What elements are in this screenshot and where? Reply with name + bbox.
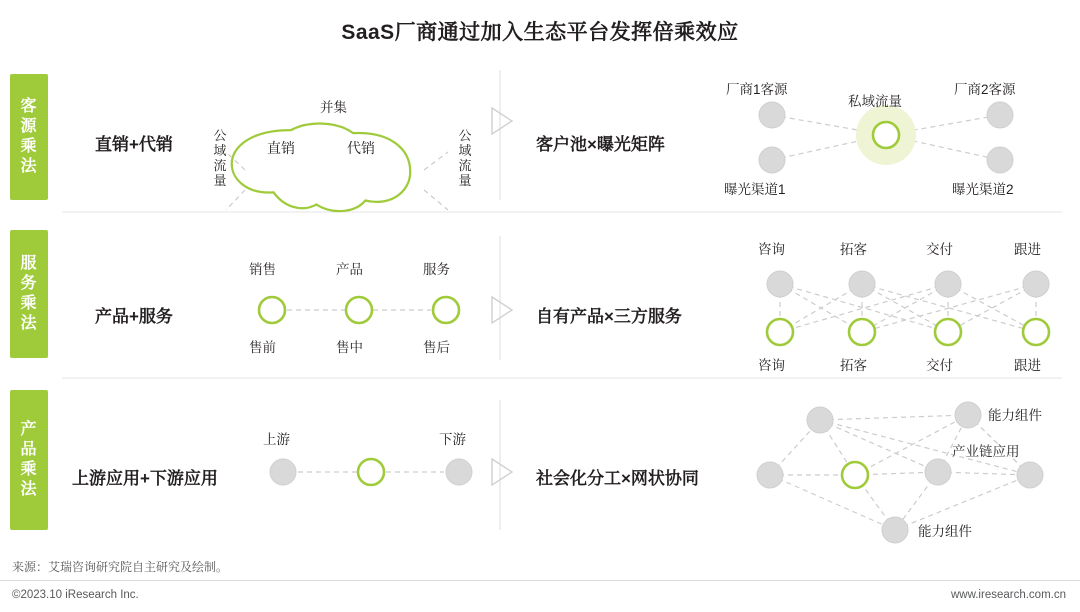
- row-3-upstream-label: 上游: [263, 432, 290, 447]
- row-2-right-bottom-1: 拓客: [840, 358, 867, 373]
- row-1-blob-right-label: 代销: [347, 140, 375, 156]
- footer-url: www.iresearch.com.cn: [950, 589, 1066, 601]
- row-2-right-bottom-3: 跟进: [1014, 358, 1041, 373]
- row-2-left-bottom-1: 售中: [336, 340, 363, 355]
- row-2-left-top-1: 产品: [336, 262, 363, 277]
- row-label-1: [10, 74, 48, 200]
- row-2-left-top-0: 销售: [249, 262, 276, 277]
- row-1-left-public-traffic: 公 域 流 量: [213, 128, 227, 188]
- row-label-3-text: 产 品 乘 法: [20, 421, 38, 498]
- row-3-node-label-0: 能力组件: [988, 408, 1042, 423]
- row-1-right-title: 客户池×曝光矩阵: [536, 135, 665, 154]
- row-1-right-public-traffic: 公 域 流 量: [458, 128, 472, 188]
- source-note: 来源：艾瑞咨询研究院自主研究及绘制。: [12, 560, 229, 574]
- row-label-1-text: 客 源 乘 法: [20, 98, 38, 175]
- row-2-right-top-0: 咨询: [758, 242, 785, 257]
- row-1-node-label-1: 私域流量: [848, 94, 902, 109]
- row-1-node-label-0: 厂商1客源: [726, 82, 788, 97]
- row-label-2: [10, 230, 48, 358]
- row-3-node-label-1: 产业链应用: [952, 444, 1020, 459]
- row-2-right-bottom-2: 交付: [926, 358, 953, 373]
- row-2-left-bottom-0: 售前: [249, 340, 276, 355]
- row-3-right-title: 社会化分工×网状协同: [536, 469, 699, 488]
- row-1-node-label-3: 曝光渠道1: [724, 182, 786, 197]
- row-label-3: [10, 390, 48, 530]
- diagram-canvas: [0, 60, 1080, 550]
- row-2-right-top-3: 跟进: [1014, 242, 1041, 257]
- row-3-downstream-label: 下游: [439, 432, 466, 447]
- row-1-blob-left-label: 直销: [267, 140, 295, 156]
- row-1-left-title: 直销+代销: [95, 135, 173, 154]
- row-1-union-label: 并集: [320, 100, 347, 115]
- footer-divider: [0, 580, 1080, 612]
- row-2-left-top-2: 服务: [423, 262, 450, 277]
- row-3-node-label-2: 能力组件: [918, 524, 972, 539]
- row-2-right-top-2: 交付: [926, 242, 953, 257]
- footer-copyright: ©2023.10 iResearch Inc.: [12, 589, 139, 601]
- page-title: SaaS厂商通过加入生态平台发挥倍乘效应: [341, 21, 739, 44]
- row-label-2-text: 服 务 乘 法: [20, 255, 38, 332]
- row-2-left-bottom-2: 售后: [423, 340, 450, 355]
- row-1-node-label-4: 曝光渠道2: [952, 182, 1014, 197]
- row-2-right-title: 自有产品×三方服务: [536, 307, 682, 326]
- row-1-node-label-2: 厂商2客源: [954, 82, 1016, 97]
- row-2-left-title: 产品+服务: [95, 307, 173, 326]
- row-2-right-bottom-0: 咨询: [758, 358, 785, 373]
- row-3-left-title: 上游应用+下游应用: [72, 469, 218, 488]
- row-2-right-top-1: 拓客: [840, 242, 867, 257]
